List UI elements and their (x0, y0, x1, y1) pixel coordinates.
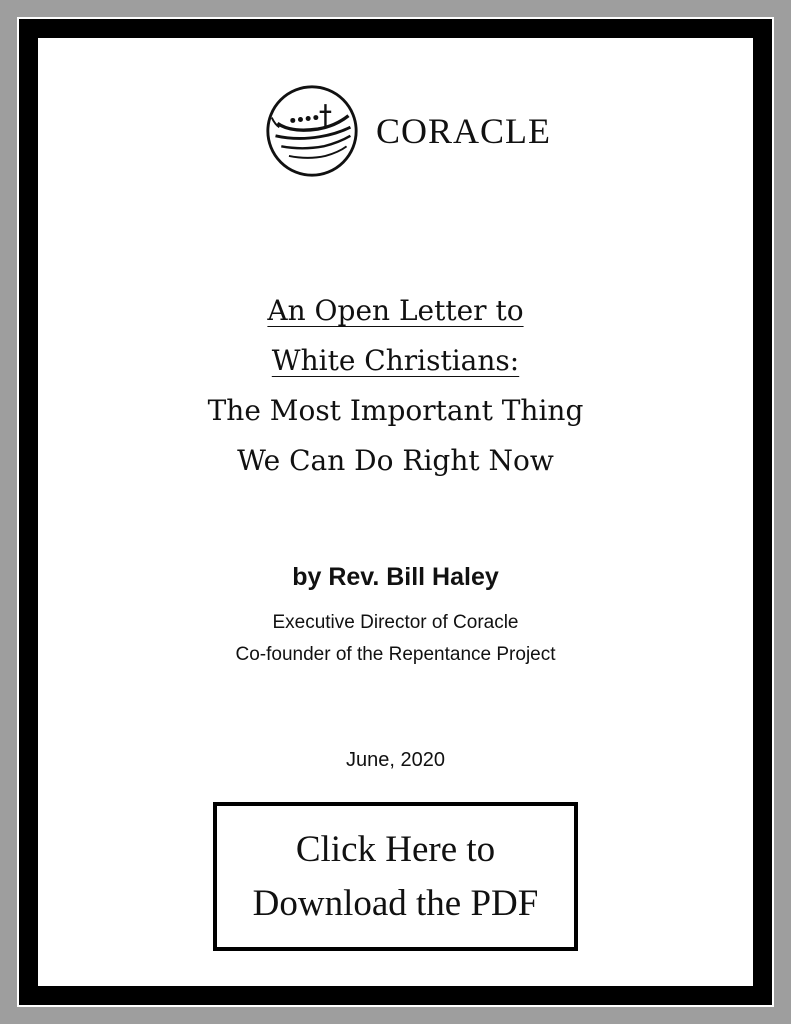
publication-date: June, 2020 (346, 749, 445, 771)
coracle-logo (264, 83, 551, 179)
title-line-3: The Most Important Thing (207, 394, 584, 427)
author-role-1: Executive Director of Coracle (272, 612, 519, 633)
brand-name: CORACLE (376, 111, 552, 151)
black-frame (19, 19, 772, 1005)
author-role-2: Co-founder of the Repentance Project (235, 644, 556, 665)
download-line-2: Download the PDF (252, 882, 539, 924)
author-byline: by Rev. Bill Haley (292, 563, 499, 591)
title-line-1: An Open Letter to (267, 294, 524, 327)
title-line-2: White Christians: (271, 344, 520, 377)
letter-title (38, 286, 753, 486)
title-line-4: We Can Do Right Now (237, 444, 554, 477)
download-line-1: Click Here to (295, 828, 496, 870)
page-card (17, 17, 774, 1007)
download-pdf-button[interactable] (213, 802, 578, 951)
coracle-boat-icon (264, 83, 360, 179)
